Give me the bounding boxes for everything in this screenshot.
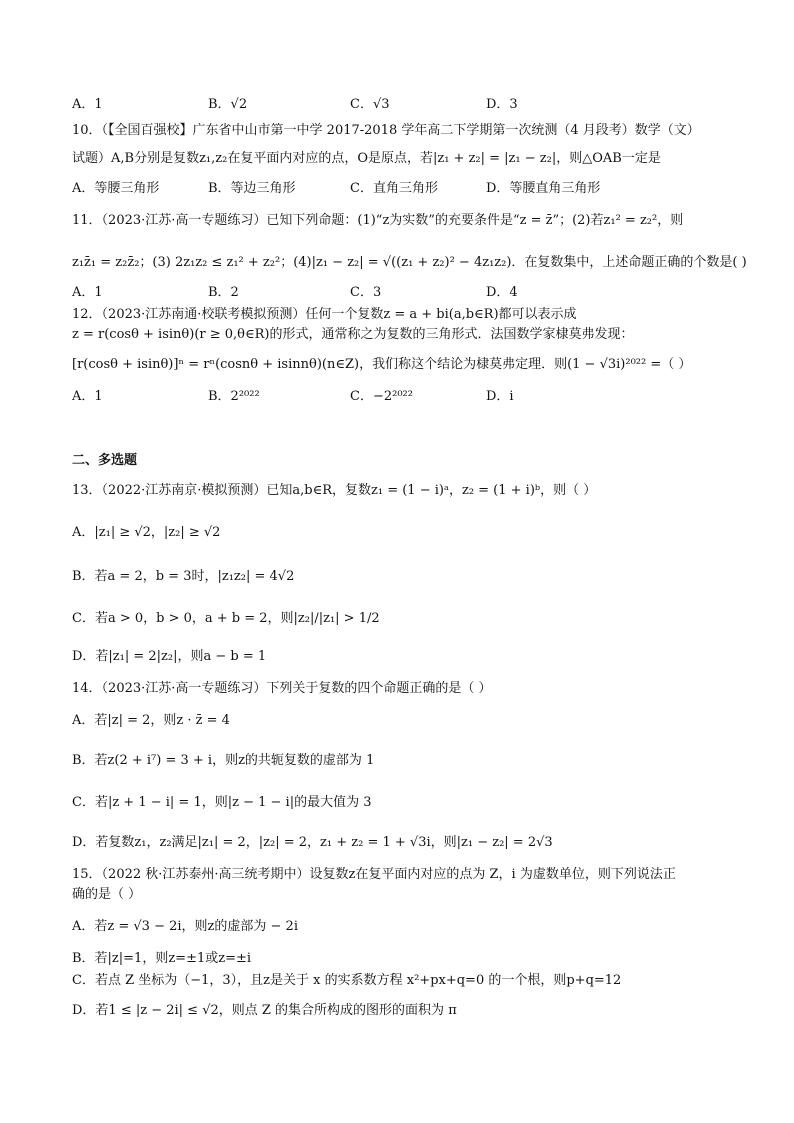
q11-option-c: C．3	[350, 285, 382, 300]
q9-option-b: B．√2	[208, 97, 248, 112]
q14-option-c: C．若|z + 1 − i| = 1，则|z − 1 − i|的最大值为 3	[72, 795, 372, 810]
q10-stem-line1: 10．（【全国百强校】广东省中山市第一中学 2017-2018 学年高二下学期第一次统测（4 月段考）数学（文）	[72, 123, 700, 138]
q13-option-c: C．若a > 0，b > 0，a + b = 2，则|z₂|/|z₁| > 1/2	[72, 611, 380, 626]
q9-option-a: A．1	[72, 97, 103, 112]
q15-stem-line2: 确的是（ ）	[72, 887, 142, 902]
q12-stem-line1: 12．（2023·江苏南通·校联考模拟预测）任何一个复数z = a + bi(a,b∈R)都可以表示成	[72, 307, 577, 322]
q13-stem: 13．（2022·江苏南京·模拟预测）已知a,b∈R，复数z₁ = (1 − i)ᵃ，z₂ = (1 + i)ᵇ，则（ ）	[72, 483, 597, 498]
q13-option-d: D．若|z₁| = 2|z₂|，则a − b = 1	[72, 649, 267, 664]
q15-option-c: C．若点 Z 坐标为（−1，3），且z是关于 x 的实系数方程 x²+px+q=0 的一个根，则p+q=12	[72, 973, 622, 988]
q9-option-d: D．3	[486, 97, 518, 112]
q15-option-a: A．若z = √3 − 2i，则z的虚部为 − 2i	[72, 919, 298, 934]
q10-stem-line2: 试题）A,B分别是复数z₁,z₂在复平面内对应的点，O是原点，若|z₁ + z₂| = |z₁ − z₂|，则△OAB一定是	[72, 151, 661, 166]
q11-option-d: D．4	[486, 285, 518, 300]
q12-stem-line3: [r(cosθ + isinθ)]ⁿ = rⁿ(cosnθ + isinnθ)(n∈Z)，我们称这个结论为棣莫弗定理．则(1 − √3i)²⁰²² =（ ）	[72, 357, 692, 372]
q13-option-b: B．若a = 2，b = 3时，|z₁z₂| = 4√2	[72, 569, 295, 584]
q11-stem-line2: z₁z̄₁ = z₂z̄₂；(3) 2z₁z₂ ≤ z₁² + z₂²；(4)|z₁ − z₂| = √((z₁ + z₂)² − 4z₁z₂)．在复数集中，上述命题正确的个数是( )	[72, 255, 747, 270]
q9-option-c: C．√3	[350, 97, 390, 112]
q14-option-d: D．若复数z₁，z₂满足|z₁| = 2，|z₂| = 2，z₁ + z₂ = 1 + √3i，则|z₁ − z₂| = 2√3	[72, 835, 553, 850]
q12-option-c: C．−2²⁰²²	[350, 389, 413, 404]
q11-option-b: B．2	[208, 285, 239, 300]
q14-stem: 14．（2023·江苏·高一专题练习）下列关于复数的四个命题正确的是（ ）	[72, 681, 492, 696]
q10-option-a: A．等腰三角形	[72, 181, 160, 196]
q14-option-b: B．若z(2 + i⁷) = 3 + i，则z的共轭复数的虚部为 1	[72, 753, 375, 768]
q11-option-a: A．1	[72, 285, 103, 300]
q15-option-d: D．若1 ≤ |z − 2i| ≤ √2，则点 Z 的集合所构成的图形的面积为 π	[72, 1003, 457, 1018]
section-heading-multiple-choice: 二、多选题	[72, 453, 138, 468]
q12-stem-line2: z = r(cosθ + isinθ)(r ≥ 0,θ∈R)的形式，通常称之为复数的三角形式．法国数学家棣莫弗发现：	[72, 327, 634, 342]
q10-option-b: B．等边三角形	[208, 181, 296, 196]
q14-option-a: A．若|z| = 2，则z · z̄ = 4	[72, 713, 230, 728]
q10-option-d: D．等腰直角三角形	[486, 181, 601, 196]
q12-option-b: B．2²⁰²²	[208, 389, 260, 404]
q12-option-d: D．i	[486, 389, 514, 404]
q13-option-a: A．|z₁| ≥ √2，|z₂| ≥ √2	[72, 525, 221, 540]
q11-stem-line1: 11．（2023·江苏·高一专题练习）已知下列命题：(1)“z为实数”的充要条件是“z = z̄”；(2)若z₁² = z₂²，则	[72, 213, 684, 228]
q12-option-a: A．1	[72, 389, 103, 404]
q15-stem-line1: 15．（2022 秋·江苏泰州·高三统考期中）设复数z在复平面内对应的点为 Z，i 为虚数单位，则下列说法正	[72, 867, 676, 882]
q15-option-b: B．若|z|=1，则z=±1或z=±i	[72, 951, 252, 966]
q10-option-c: C．直角三角形	[350, 181, 438, 196]
